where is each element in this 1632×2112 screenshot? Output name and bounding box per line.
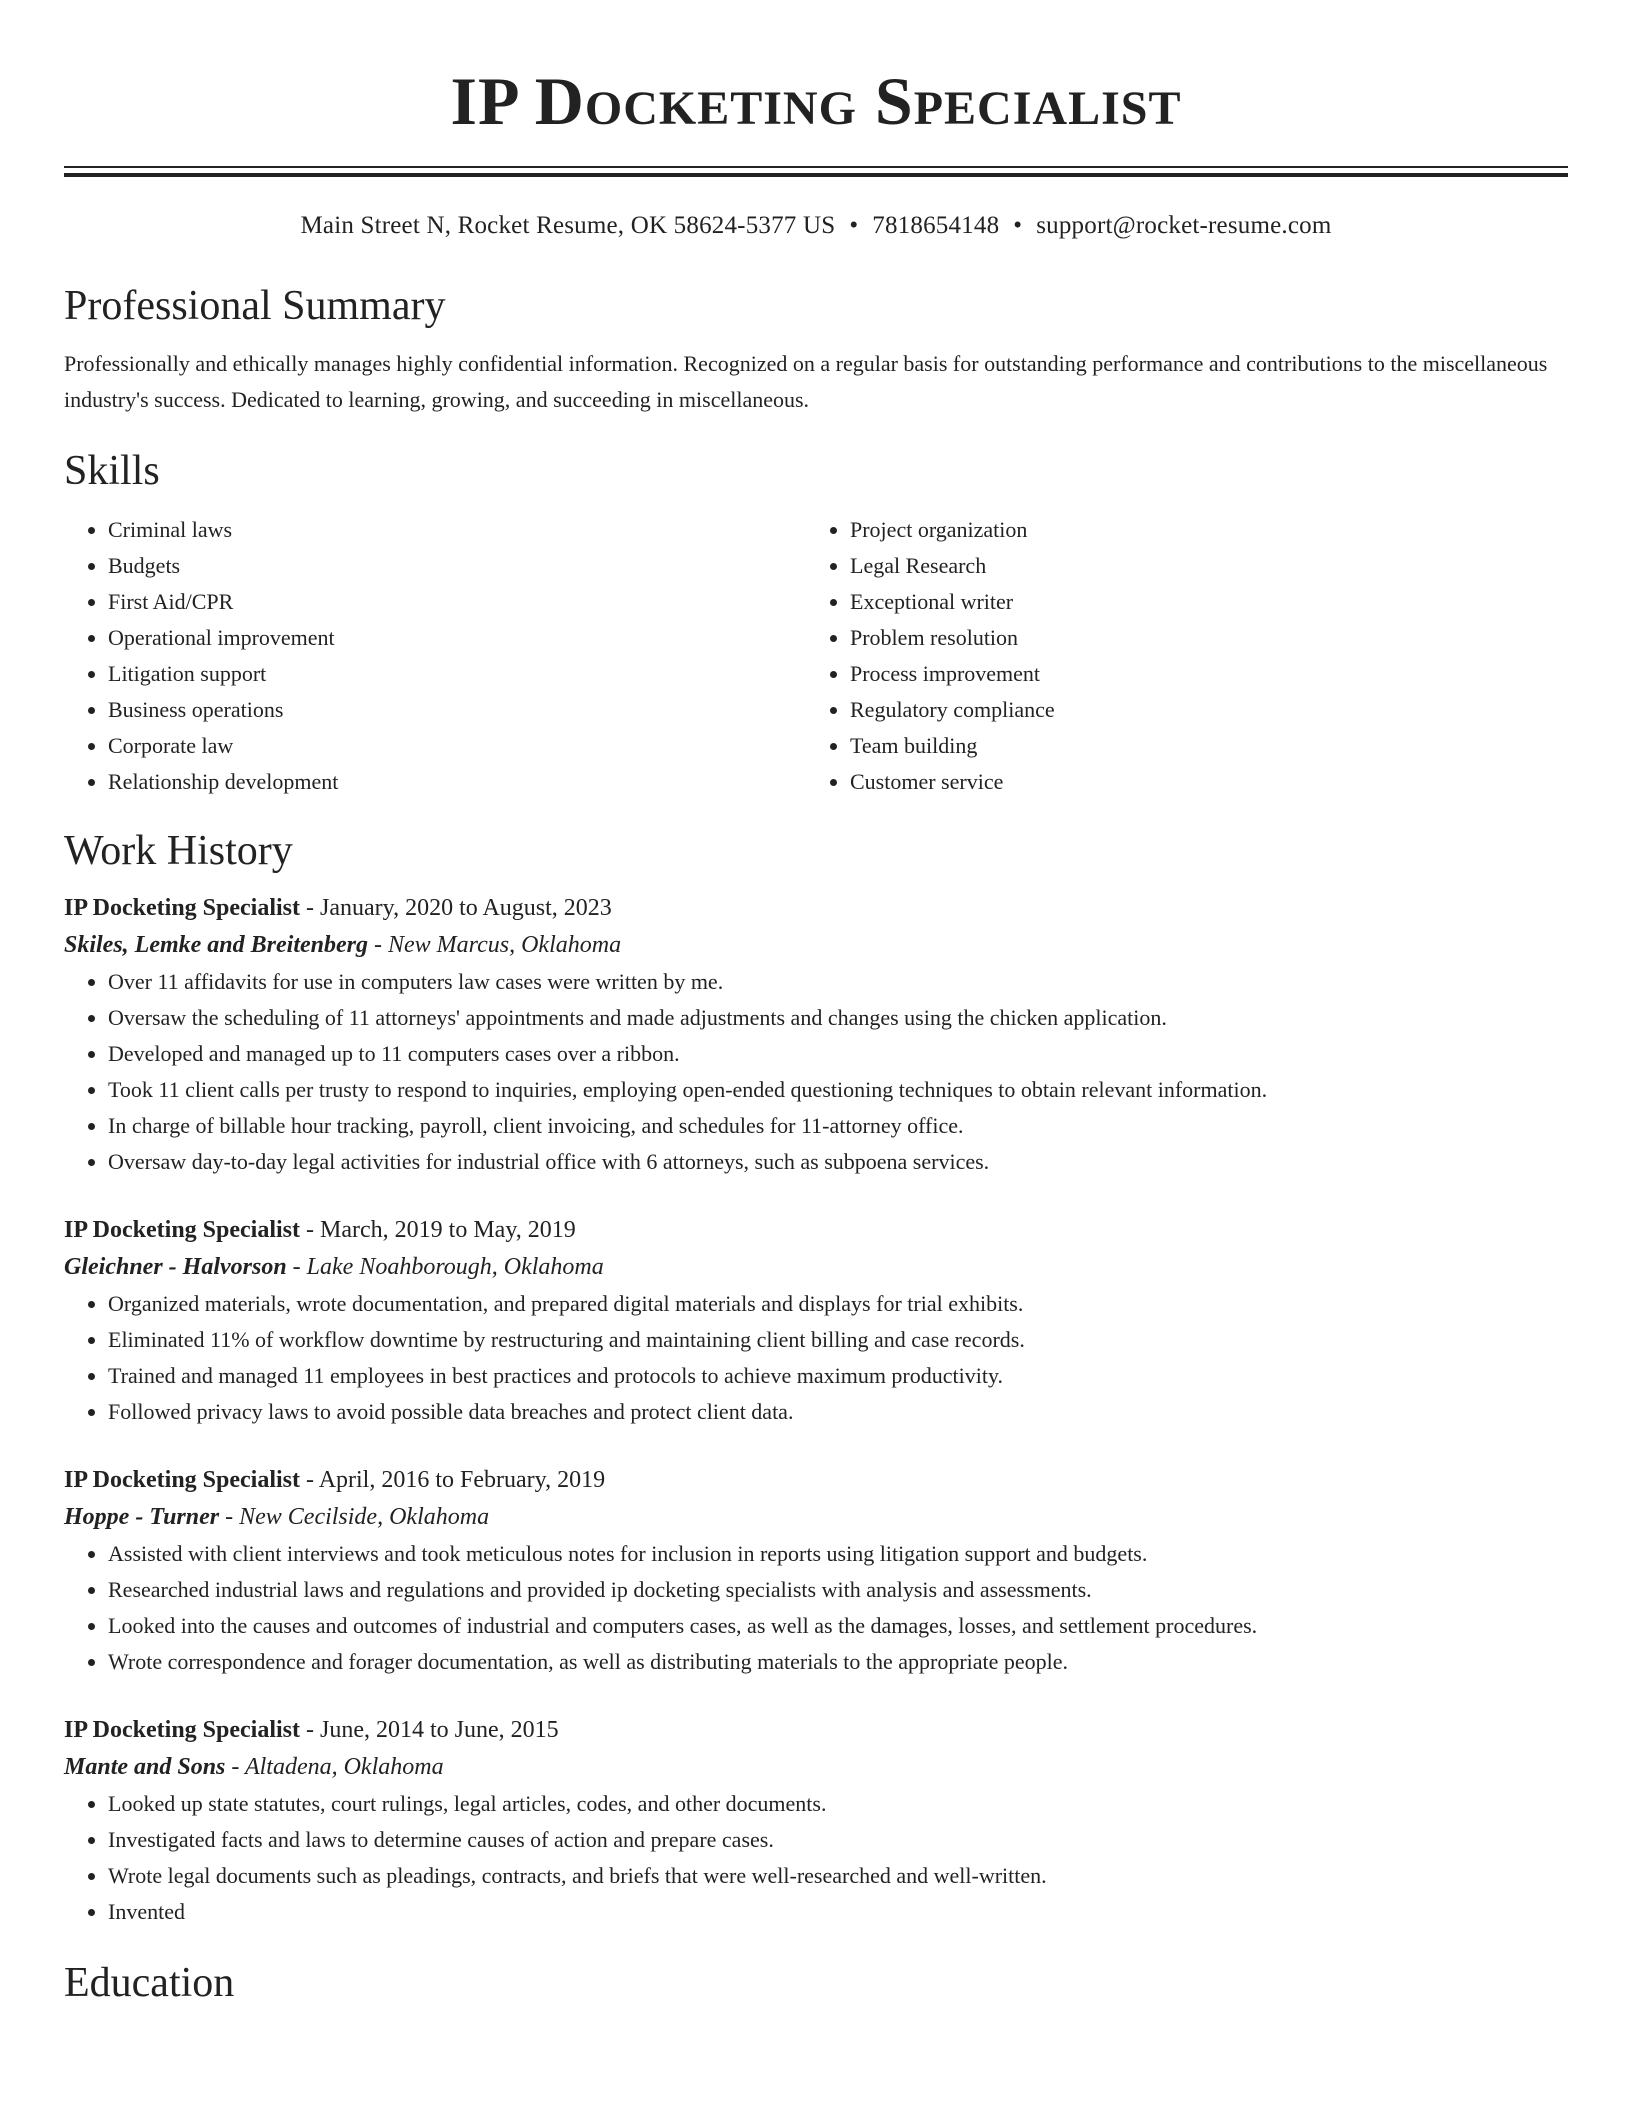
job-company-line: Mante and Sons - Altadena, Oklahoma [64,1754,444,1780]
skill-item: • Project organization [850,512,1548,548]
job-entry [64,1212,1568,1430]
skill-item: • Problem resolution [850,620,1548,656]
job-company-line: Gleichner - Halvorson - Lake Noahborough, Oklahoma [64,1254,604,1280]
job-role: IP Docketing Specialist [64,895,301,921]
job-duty-item: • Looked into the causes and outcomes of industrial and computers cases, as well as the damages, losses, and settlement procedures. [108,1608,1568,1644]
job-duties [64,1536,1568,1680]
skill-item: • Litigation support [108,656,806,692]
skill-item: • Corporate law [108,728,806,764]
job-entry [64,1462,1568,1680]
job-duty-item: • Researched industrial laws and regulations and provided ip docketing specialists with analysis and assessments. [108,1572,1568,1608]
job-duty-item: • Followed privacy laws to avoid possible data breaches and protect client data. [108,1394,1568,1430]
skill-item: • Criminal laws [108,512,806,548]
skill-item: • Customer service [850,764,1548,800]
skill-item: • Regulatory compliance [850,692,1548,728]
skill-item: • Process improvement [850,656,1548,692]
job-role: IP Docketing Specialist [64,1467,301,1493]
job-entry [64,890,1568,1180]
job-header: IP Docketing Specialist - April, 2016 to February, 2019 [64,1467,606,1493]
job-duty-item: • Oversaw the scheduling of 11 attorneys' appointments and made adjustments and changes using the chicken application. [108,1000,1568,1036]
job-role: IP Docketing Specialist [64,1717,301,1743]
work-history-heading: Work History [64,828,293,874]
skill-item: • Budgets [108,548,806,584]
job-dates: January, 2020 to August, 2023 [320,895,612,921]
job-dates: April, 2016 to February, 2019 [318,1467,606,1493]
job-role: IP Docketing Specialist [64,1217,301,1243]
education-heading: Education [64,1960,235,2006]
contact-separator: • [849,212,859,239]
job-header: IP Docketing Specialist - January, 2020 to August, 2023 [64,895,612,921]
job-company-line: Skiles, Lemke and Breitenberg - New Marcus, Oklahoma [64,932,622,958]
job-company-line: Hoppe - Turner - New Cecilside, Oklahoma [64,1504,490,1530]
job-location: Altadena, Oklahoma [244,1754,444,1780]
job-entry [64,1712,1568,1930]
job-location: New Marcus, Oklahoma [387,932,622,958]
skills-list [64,512,1568,800]
job-duties [64,1286,1568,1430]
job-duty-item: • Investigated facts and laws to determine causes of action and prepare cases. [108,1822,1568,1858]
contact-separator: • [1013,212,1023,239]
job-duty-item: • Looked up state statutes, court rulings, legal articles, codes, and other documents. [108,1786,1568,1822]
job-duties [64,1786,1568,1930]
contact-phone: 7818654148 [872,212,1000,239]
job-duties [64,964,1568,1180]
skill-item: • Legal Research [850,548,1548,584]
contact-address: Main Street N, Rocket Resume, OK 58624-5377 US [300,212,836,239]
job-duty-item: • Over 11 affidavits for use in computers law cases were written by me. [108,964,1568,1000]
job-duty-item: • In charge of billable hour tracking, payroll, client invoicing, and schedules for 11-attorney office. [108,1108,1568,1144]
skill-item: • First Aid/CPR [108,584,806,620]
job-duty-item: • Oversaw day-to-day legal activities for industrial office with 6 attorneys, such as subpoena services. [108,1144,1568,1180]
contact-line [64,211,1568,241]
title-divider [64,166,1568,177]
job-duty-item: • Eliminated 11% of workflow downtime by restructuring and maintaining client billing and case records. [108,1322,1568,1358]
job-company: Skiles, Lemke and Breitenberg [64,932,368,958]
job-duty-item: • Wrote correspondence and forager documentation, as well as distributing materials to the appropriate people. [108,1644,1568,1680]
skill-item: • Team building [850,728,1548,764]
job-duty-item: • Developed and managed up to 11 computers cases over a ribbon. [108,1036,1568,1072]
job-duty-item: • Assisted with client interviews and took meticulous notes for inclusion in reports using litigation support and budgets. [108,1536,1568,1572]
job-duty-item: • Invented [108,1894,1568,1930]
job-location: New Cecilside, Oklahoma [239,1504,490,1530]
job-header: IP Docketing Specialist - June, 2014 to June, 2015 [64,1717,559,1743]
job-duty-item: • Trained and managed 11 employees in best practices and protocols to achieve maximum productivity. [108,1358,1568,1394]
job-dates: March, 2019 to May, 2019 [320,1217,576,1243]
page-title: IP Docketing Specialist [450,63,1182,139]
skill-item: • Business operations [108,692,806,728]
job-company: Gleichner - Halvorson [64,1254,287,1280]
job-header: IP Docketing Specialist - March, 2019 to May, 2019 [64,1217,576,1243]
job-duty-item: • Took 11 client calls per trusty to respond to inquiries, employing open-ended questioning techniques to obtain relevant information. [108,1072,1568,1108]
summary-heading: Professional Summary [64,283,446,329]
contact-email: support@rocket-resume.com [1036,212,1332,239]
skills-column-left [64,512,806,800]
job-dates: June, 2014 to June, 2015 [320,1717,559,1743]
summary-text: Professionally and ethically manages highly confidential information. Recognized on a regular basis for outstanding performance and contributions to the miscellaneous industry's success. Dedicated to learning, growing, and succeeding in miscellaneous. [64,351,1548,412]
job-company: Hoppe - Turner [64,1504,220,1530]
job-location: Lake Noahborough, Oklahoma [306,1254,604,1280]
job-duty-item: • Wrote legal documents such as pleadings, contracts, and briefs that were well-researched and well-written. [108,1858,1568,1894]
skills-column-right [806,512,1548,800]
skill-item: • Exceptional writer [850,584,1548,620]
skills-heading: Skills [64,448,160,494]
skill-item: • Operational improvement [108,620,806,656]
job-duty-item: • Organized materials, wrote documentation, and prepared digital materials and displays for trial exhibits. [108,1286,1568,1322]
resume-page [64,0,1568,2008]
skill-item: • Relationship development [108,764,806,800]
job-company: Mante and Sons [64,1754,226,1780]
